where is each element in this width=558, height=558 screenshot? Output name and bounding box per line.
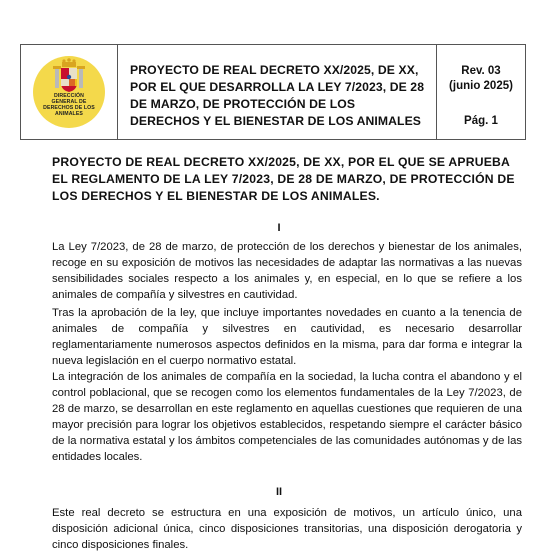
page-number: Pág. 1 (464, 115, 498, 127)
paragraph-2: Tras la aprobación de la ley, que incluye importantes novedades en cuanto a la tenencia de animales de compañía y silvestres en cautividad, es necesario desarrollar reglamentariamente numerosos aspectos definidos en la misma, para dar forma e integrar la nueva legislación en el cuerpo normativo estatal. (52, 307, 522, 367)
revision-cell (437, 45, 525, 139)
coat-of-arms-icon (33, 56, 105, 128)
ministry-logo (33, 56, 105, 128)
document-header (20, 44, 526, 140)
section-heading-1: I (277, 222, 281, 234)
header-title: PROYECTO DE REAL DECRETO XX/2025, DE XX, POR EL QUE DESARROLLA LA LEY 7/2023, DE 28 DE MARZO, DE PROTECCIÓN DE LOS DERECHOS Y EL BIENESTAR DE LOS ANIMALES (130, 63, 425, 128)
header-title-cell (118, 45, 437, 139)
paragraph-3: La integración de los animales de compañía en la sociedad, la lucha contra el abandono y el control poblacional, que se recogen como los elementos fundamentales de la Ley 7/2023, de 28 de marzo, se desarrollan en este reglamento en aquellas cuestiones que requieren de una mayor precisión para lograr los objetivos establecidos, respetando siempre el carácter básico de la normativa estatal y los ámbitos competenciales de las comunidades autónomas y de las entidades locales. (52, 371, 522, 463)
paragraph-1: La Ley 7/2023, de 28 de marzo, de protección de los derechos y bienestar de los animales, recoge en su exposición de motivos las necesidades de adaptar las normativas a las nuevas sensibilidades sociales respecto a los animales y, en especial, en lo que se refiere a los animales de compañía y silvestres en cautividad. (52, 241, 522, 301)
section-heading-2: II (275, 486, 283, 498)
document-title: PROYECTO DE REAL DECRETO XX/2025, DE XX, POR EL QUE SE APRUEBA EL REGLAMENTO DE LA LEY 7/2023, DE 28 DE MARZO, DE PROTECCIÓN DE LOS DERECHOS Y EL BIENESTAR DE LOS ANIMALES. (52, 155, 515, 203)
revision-date: (junio 2025) (449, 80, 513, 92)
logo-text: DIRECCIÓN GENERAL DE DERECHOS DE LOS ANIMALES (43, 93, 95, 117)
logo-cell (21, 45, 118, 139)
paragraph-4: Este real decreto se estructura en una exposición de motivos, un artículo único, una disposición adicional única, cinco disposiciones transitorias, una disposición derogatoria y cinco disposiciones finales. (52, 507, 522, 551)
revision-number: Rev. 03 (461, 65, 501, 77)
